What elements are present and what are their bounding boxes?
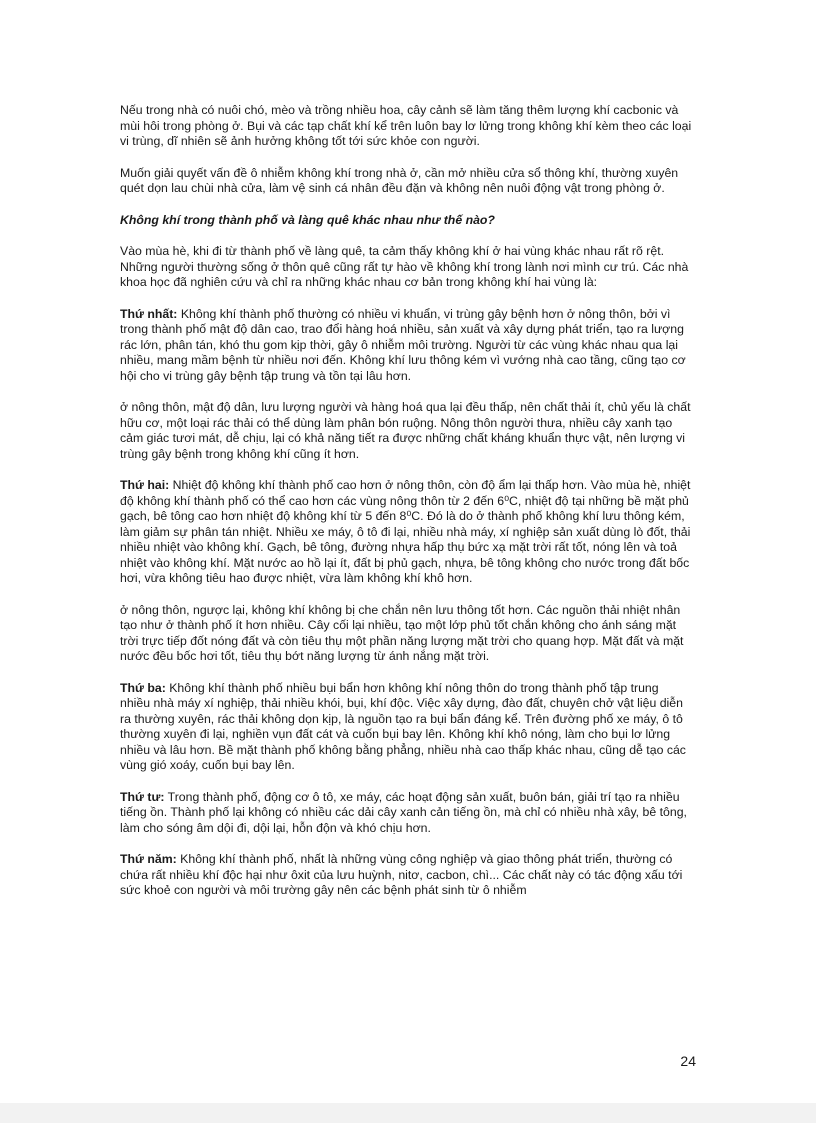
page-number: 24 <box>680 1053 696 1069</box>
lead-fifth: Thứ năm: <box>120 852 177 866</box>
document-body <box>120 103 692 915</box>
page-bottom-edge <box>0 1103 816 1123</box>
lead-second: Thứ hai: <box>120 478 170 492</box>
paragraph-intro: Vào mùa hè, khi đi từ thành phố về làng quê, ta cảm thấy không khí ở hai vùng khác nhau rất rõ rệt. Những người thường sống ở thôn quê cũng rất tự hào về không khí trong lành nơi mình cư trú. Các nhà khoa học đã nghiên cứu và chỉ ra những khác nhau cơ bản trong không khí hai vùng là: <box>120 244 689 289</box>
paragraph-pets-plants: Nếu trong nhà có nuôi chó, mèo và trồng nhiều hoa, cây cảnh sẽ làm tăng thêm lượng khí cacbonic và mùi hôi trong phòng ở. Bụi và các tạp chất khí kể trên luôn bay lơ lửng trong không khí kèm theo các loại vi trùng, dĩ nhiên sẽ ảnh hưởng không tốt tới sức khỏe con người. <box>120 103 692 148</box>
lead-first: Thứ nhất: <box>120 306 178 321</box>
paragraph-fourth <box>120 790 692 837</box>
paragraph-third-text: Không khí thành phố nhiều bụi bẩn hơn không khí nông thôn do trong thành phố tập trung nhiều nhà máy xí nghiệp, thải nhiều khói, bụi, khí độc. Việc xây dựng, đào đất, chuyên chở vật liệu diễn ra thường xuyên, rác thải không dọn kịp, là nguồn tạo ra bụi bẩn đáng kể. Trên đường phố xe máy, ô tô thường xuyên đi lại, nghiền vụn đất cát và cuốn bụi bay lên. Không khí khô nóng, làm cho bụi lơ lửng nhiều và lâu hơn. Bề mặt thành phố không bằng phẳng, nhiều nhà cao thấp khác nhau, cũng dễ tạo các vùng gió xoáy, cuốn bụi bay lên. <box>120 680 686 772</box>
paragraph-solution: Muốn giải quyết vấn đề ô nhiễm không khí trong nhà ở, cần mở nhiều cửa sổ thông khí, thường xuyên quét dọn lau chùi nhà cửa, làm vệ sinh cá nhân đều đặn và không nên nuôi động vật trong phòng ở. <box>120 165 679 195</box>
lead-third: Thứ ba: <box>120 680 166 695</box>
lead-fourth: Thứ tư: <box>120 789 165 804</box>
paragraph-countryside-microbes: ở nông thôn, mật độ dân, lưu lượng người và hàng hoá qua lại đều thấp, nên chất thải ít, chủ yếu là chất hữu cơ, một loại rác thải có thể dùng làm phân bón ruộng. Nông thôn người thưa, nhiều cây xanh tạo cảm giác tươi mát, dễ chịu, lại có khả năng tiết ra được những chất kháng khuẩn thực vật, nên lượng vi trùng gây bệnh trong không khí cũng ít hơn. <box>120 400 691 461</box>
paragraph-countryside-temperature: ở nông thôn, ngược lại, không khí không bị che chắn nên lưu thông tốt hơn. Các nguồn thải nhiệt nhân tạo như ở thành phố ít hơn nhiều. Cây cối lại nhiều, tạo một lớp phủ tốt chắn không cho ánh sáng mặt trời trực tiếp đốt nóng đất và còn tiêu thụ một phần năng lượng mặt trời cho quang hợp. Mặt đất và mặt nước đều bốc hơi tốt, tiêu thụ bớt năng lượng từ ánh nắng mặt trời. <box>120 602 684 663</box>
paragraph-second-text: Nhiệt độ không khí thành phố cao hơn ở nông thôn, còn độ ẩm lại thấp hơn. Vào mùa hè, nhiệt độ không khí thành phố có thể cao hơn các vùng nông thôn từ 2 đến 6⁰C, nhiệt độ tại những bề mặt phủ gạch, bê tông cao hơn nhiệt độ không khí từ 5 đến 8⁰C. Đó là do ở thành phố không khí lưu thông kém, làm giảm sự phân tán nhiệt. Nhiều xe máy, ô tô đi lại, nhiều nhà máy, xí nghiệp sản xuất dùng lò đốt, thải nhiều nhiệt vào không khí. Gạch, bê tông, đường nhựa hấp thụ bức xạ mặt trời rất tốt, nóng lên và toả nhiệt vào không khí. Mặt nước ao hồ lại ít, đất bị phủ gạch, nhựa, bê tông không cho nước trong đất bốc hơi, vừa không tiêu hao được nhiệt, vừa làm không khí khô hơn. <box>120 478 691 585</box>
paragraph-second <box>120 478 692 587</box>
section-heading: Không khí trong thành phố và làng quê khác nhau như thế nào? <box>120 212 495 227</box>
paragraph-fifth-text: Không khí thành phố, nhất là những vùng công nghiệp và giao thông phát triển, thường có chứa rất nhiều khí độc hại như ôxit của lưu huỳnh, nitơ, cacbon, chì... Các chất này có tác động xấu tới sức khoẻ con người và môi trường gây nên các bệnh phát sinh từ ô nhiễm <box>120 852 683 897</box>
paragraph-fourth-text: Trong thành phố, động cơ ô tô, xe máy, các hoạt động sản xuất, buôn bán, giải trí tạo ra nhiều tiếng ồn. Thành phố lại không có nhiều các dải cây xanh cản tiếng ồn, mà chỉ có nhiều nhà xây, bê tông, làm cho sóng âm dội đi, dội lại, hỗn độn và khó chịu hơn. <box>120 789 687 835</box>
paragraph-first <box>120 307 692 385</box>
paragraph-fifth <box>120 852 692 899</box>
paragraph-third <box>120 681 692 774</box>
paragraph-first-text: Không khí thành phố thường có nhiều vi khuẩn, vi trùng gây bệnh hơn ở nông thôn, bởi vì trong thành phố mật độ dân cao, trao đổi hàng hoá nhiều, sản xuất và xây dựng phát triển, tạo ra lượng rác lớn, phân tán, khó thu gom kịp thời, gây ô nhiễm môi trường. Người từ các vùng khác nhau qua lại nhiều, mang mầm bệnh từ nhiều nơi đến. Không khí lưu thông kém vì vướng nhà cao tầng, cũng tạo cơ hội cho vi trùng gây bệnh tập trung và tồn tại lâu hơn. <box>120 306 686 383</box>
